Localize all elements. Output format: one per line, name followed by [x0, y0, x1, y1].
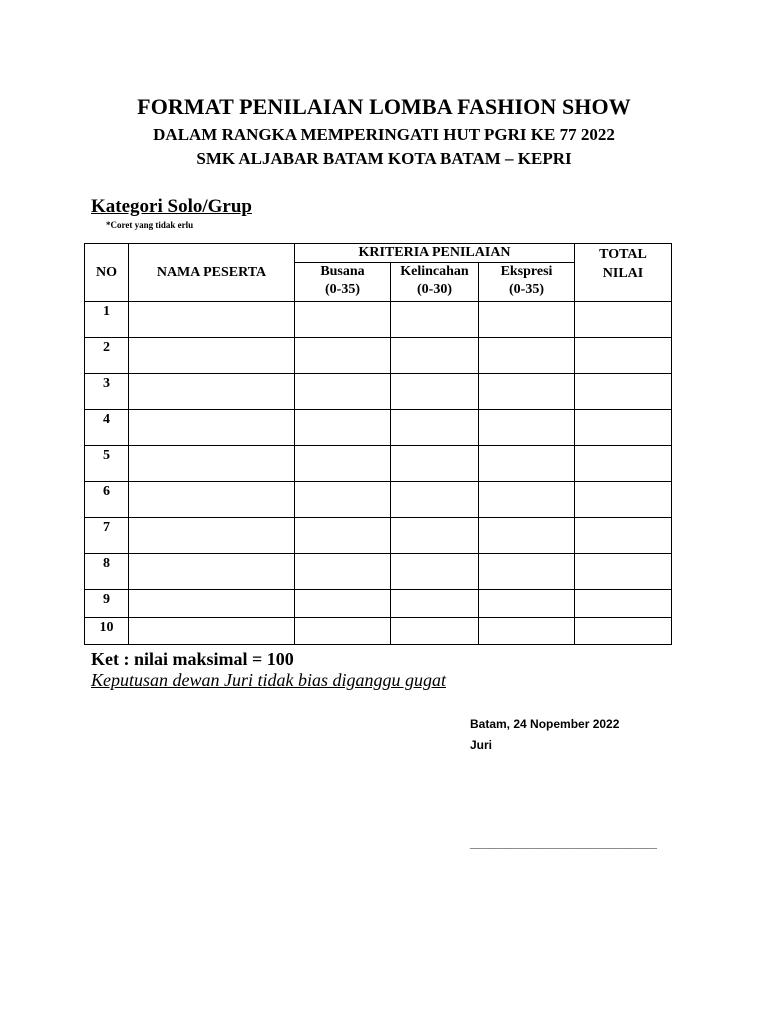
header-nama-peserta: NAMA PESERTA — [129, 244, 295, 302]
cell-total[interactable] — [575, 618, 672, 645]
row-number: 4 — [85, 410, 129, 446]
cell-total[interactable] — [575, 446, 672, 482]
cell-nama[interactable] — [129, 446, 295, 482]
cell-total[interactable] — [575, 554, 672, 590]
cell-busana[interactable] — [295, 410, 391, 446]
row-number: 7 — [85, 518, 129, 554]
header-total-nilai — [575, 244, 672, 302]
cell-ekspresi[interactable] — [479, 554, 575, 590]
table-row — [85, 518, 672, 554]
row-number: 6 — [85, 482, 129, 518]
row-number: 5 — [85, 446, 129, 482]
table-row — [85, 374, 672, 410]
row-number: 1 — [85, 302, 129, 338]
criteria-name: Busana — [320, 264, 365, 279]
document-subtitle-event: DALAM RANGKA MEMPERINGATI HUT PGRI KE 77 2022 — [153, 125, 615, 144]
cell-total[interactable] — [575, 518, 672, 554]
cell-busana[interactable] — [295, 338, 391, 374]
cell-busana[interactable] — [295, 554, 391, 590]
cell-kelincahan[interactable] — [391, 338, 479, 374]
cell-nama[interactable] — [129, 482, 295, 518]
cell-kelincahan[interactable] — [391, 482, 479, 518]
cell-nama[interactable] — [129, 374, 295, 410]
header-criteria-kelincahan — [391, 263, 479, 302]
category-note: *Coret yang tidak erlu — [106, 220, 194, 230]
cell-busana[interactable] — [295, 618, 391, 645]
row-number: 8 — [85, 554, 129, 590]
category-label: Kategori Solo/Grup — [91, 196, 252, 217]
signature-role: Juri — [470, 738, 493, 752]
cell-total[interactable] — [575, 374, 672, 410]
cell-kelincahan[interactable] — [391, 374, 479, 410]
criteria-range: (0-35) — [325, 282, 360, 297]
header-kriteria-penilaian: KRITERIA PENILAIAN — [295, 244, 575, 263]
cell-busana[interactable] — [295, 590, 391, 618]
row-number: 9 — [85, 590, 129, 618]
table-row — [85, 302, 672, 338]
cell-total[interactable] — [575, 338, 672, 374]
header-criteria-busana — [295, 263, 391, 302]
cell-nama[interactable] — [129, 410, 295, 446]
row-number: 2 — [85, 338, 129, 374]
scoring-table — [84, 243, 672, 645]
note-jury-decision: Keputusan dewan Juri tidak bias diganggu gugat — [91, 670, 446, 690]
document-title: FORMAT PENILAIAN LOMBA FASHION SHOW — [137, 94, 631, 119]
cell-total[interactable] — [575, 590, 672, 618]
cell-busana[interactable] — [295, 374, 391, 410]
row-number: 3 — [85, 374, 129, 410]
cell-kelincahan[interactable] — [391, 554, 479, 590]
table-row — [85, 410, 672, 446]
cell-ekspresi[interactable] — [479, 410, 575, 446]
signature-line: ____________________________ — [470, 836, 657, 850]
table-row — [85, 482, 672, 518]
cell-busana[interactable] — [295, 302, 391, 338]
cell-ekspresi[interactable] — [479, 482, 575, 518]
criteria-name: Kelincahan — [400, 264, 469, 279]
cell-kelincahan[interactable] — [391, 518, 479, 554]
criteria-range: (0-35) — [509, 282, 544, 297]
header-total-line2: NILAI — [602, 266, 644, 281]
table-row — [85, 554, 672, 590]
cell-ekspresi[interactable] — [479, 518, 575, 554]
cell-nama[interactable] — [129, 302, 295, 338]
cell-nama[interactable] — [129, 554, 295, 590]
document-subtitle-school: SMK ALJABAR BATAM KOTA BATAM – KEPRI — [196, 149, 572, 168]
cell-ekspresi[interactable] — [479, 374, 575, 410]
cell-ekspresi[interactable] — [479, 590, 575, 618]
signature-place-date: Batam, 24 Nopember 2022 — [470, 717, 620, 731]
cell-kelincahan[interactable] — [391, 302, 479, 338]
cell-kelincahan[interactable] — [391, 590, 479, 618]
cell-ekspresi[interactable] — [479, 338, 575, 374]
criteria-name: Ekspresi — [500, 264, 553, 279]
note-max-score: Ket : nilai maksimal = 100 — [91, 649, 294, 669]
cell-kelincahan[interactable] — [391, 618, 479, 645]
cell-nama[interactable] — [129, 590, 295, 618]
cell-nama[interactable] — [129, 338, 295, 374]
table-row — [85, 590, 672, 618]
header-total-line1: TOTAL — [599, 247, 647, 262]
criteria-range: (0-30) — [417, 282, 452, 297]
row-number: 10 — [85, 618, 129, 645]
cell-ekspresi[interactable] — [479, 446, 575, 482]
header-no: NO — [85, 244, 129, 302]
table-row — [85, 446, 672, 482]
cell-nama[interactable] — [129, 518, 295, 554]
cell-busana[interactable] — [295, 482, 391, 518]
cell-nama[interactable] — [129, 618, 295, 645]
cell-busana[interactable] — [295, 446, 391, 482]
table-row — [85, 338, 672, 374]
cell-ekspresi[interactable] — [479, 618, 575, 645]
cell-total[interactable] — [575, 482, 672, 518]
cell-busana[interactable] — [295, 518, 391, 554]
cell-total[interactable] — [575, 410, 672, 446]
table-row — [85, 618, 672, 645]
cell-ekspresi[interactable] — [479, 302, 575, 338]
cell-kelincahan[interactable] — [391, 446, 479, 482]
cell-total[interactable] — [575, 302, 672, 338]
header-criteria-ekspresi — [479, 263, 575, 302]
cell-kelincahan[interactable] — [391, 410, 479, 446]
